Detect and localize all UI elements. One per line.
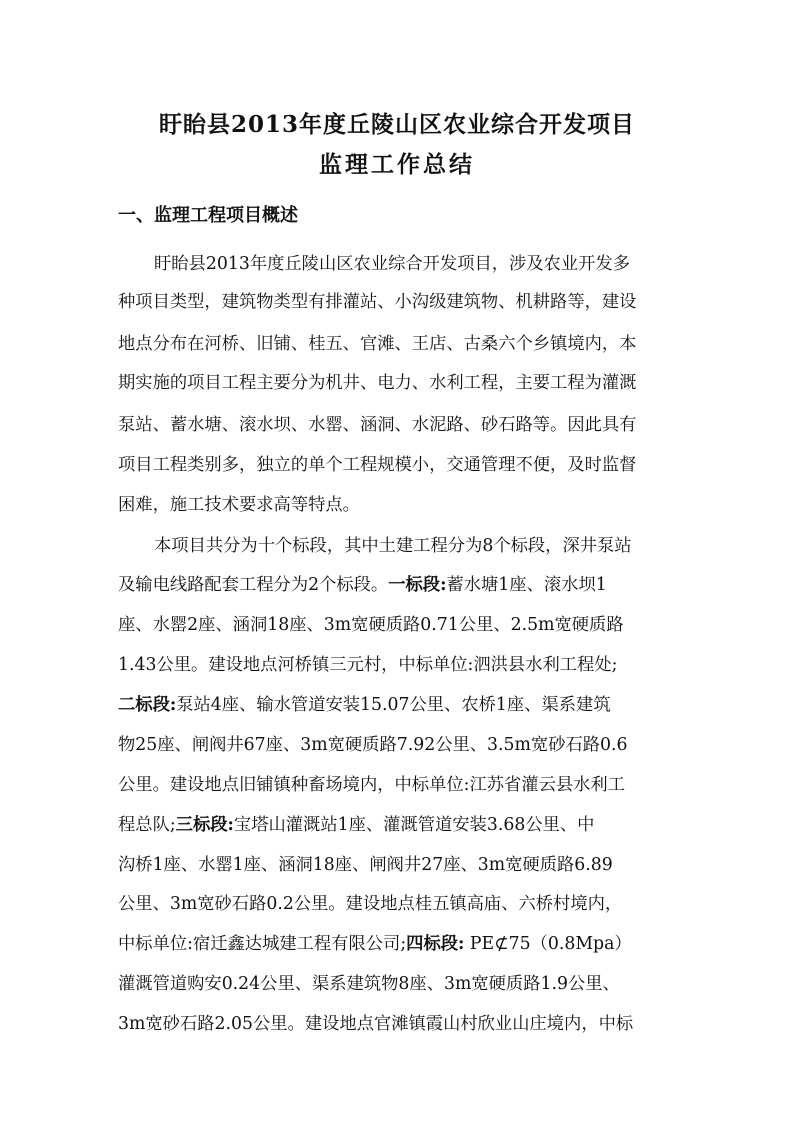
paragraph2-line: 座、水罂2座、涵洞18座、3m宽硬质路0.71公里、2.5m宽硬质路: [118, 615, 624, 635]
paragraph1-line: 困难，施工技术要求高等特点。: [118, 495, 360, 515]
line-text: 蓄水塘1座、滚水坝1: [446, 575, 607, 595]
line-text: 泵站4座、输水管道安装15.07公里、农桥1座、渠系建筑: [176, 695, 611, 715]
line-text: 宝塔山灌溉站1座、灌溉管道安装3.68公里、中: [233, 815, 595, 835]
line-text: 程总队;: [118, 815, 176, 835]
line-text: 中标单位:宿迁鑫达城建工程有限公司;: [118, 934, 407, 954]
paragraph2-line: [118, 925, 678, 963]
paragraph1-line: 期实施的项目工程主要分为机井、电力、水利工程，主要工程为灌溉: [118, 373, 637, 393]
paragraph2-line: [118, 686, 678, 724]
paragraph1-line: 盱眙县2013年度丘陵山区农业综合开发项目，涉及农业开发多: [154, 254, 631, 274]
section-heading-overview: 一、监理工程项目概述: [118, 205, 298, 226]
paragraph1-line: 项目工程类别多，独立的单个工程规模小，交通管理不便，及时监督: [118, 455, 637, 475]
document-title-line2: 监理工作总结: [319, 151, 475, 178]
paragraph2-line: 1.43公里。建设地点河桥镇三元村，中标单位:泗洪县水利工程处;: [118, 655, 618, 675]
paragraph1-line: 种项目类型，建筑物类型有排灌站、小沟级建筑物、机耕路等，建设: [118, 292, 637, 312]
paragraph2-line: 3m宽砂石路2.05公里。建设地点官滩镇霞山村欣业山庄境内，中标: [118, 1014, 634, 1034]
paragraph2-line: 公里、3m宽砂石路0.2公里。建设地点桂五镇高庙、六桥村境内，: [118, 894, 623, 914]
section-label-lot3: 三标段:: [175, 815, 234, 835]
line-text: 及输电线路配套工程分为2个标段。: [118, 575, 389, 595]
section-label-lot1: 一标段:: [388, 575, 447, 595]
paragraph2-line: [118, 566, 678, 604]
paragraph2-line: [118, 806, 678, 844]
section-label-lot4: 四标段:: [406, 934, 465, 954]
paragraph2-line: 灌溉管道购安0.24公里、渠系建筑物8座、3m宽硬质路1.9公里、: [118, 974, 620, 994]
line-text: PE⊄75（0.8Mpa）: [464, 934, 632, 954]
paragraph1-line: 泵站、蓄水塘、滚水坝、水罂、涵洞、水泥路、砂石路等。因此具有: [118, 415, 637, 435]
paragraph1-line: 地点分布在河桥、旧铺、桂五、官滩、王店、古桑六个乡镇境内，本: [118, 334, 637, 354]
document-title-line1: 盱眙县2013年度丘陵山区农业综合开发项目: [158, 111, 635, 138]
paragraph2-line: 公里。建设地点旧铺镇种畜场境内，中标单位:江苏省灌云县水利工: [118, 775, 625, 795]
section-label-lot2: 二标段:: [118, 695, 177, 715]
paragraph2-line: 本项目共分为十个标段，其中土建工程分为8个标段，深井泵站: [154, 536, 632, 556]
paragraph2-line: 沟桥1座、水罂1座、涵洞18座、闸阀井27座、3m宽硬质路6.89: [118, 855, 613, 875]
paragraph2-line: 物25座、闸阀井67座、3m宽硬质路7.92公里、3.5m宽砂石路0.6: [118, 735, 628, 755]
